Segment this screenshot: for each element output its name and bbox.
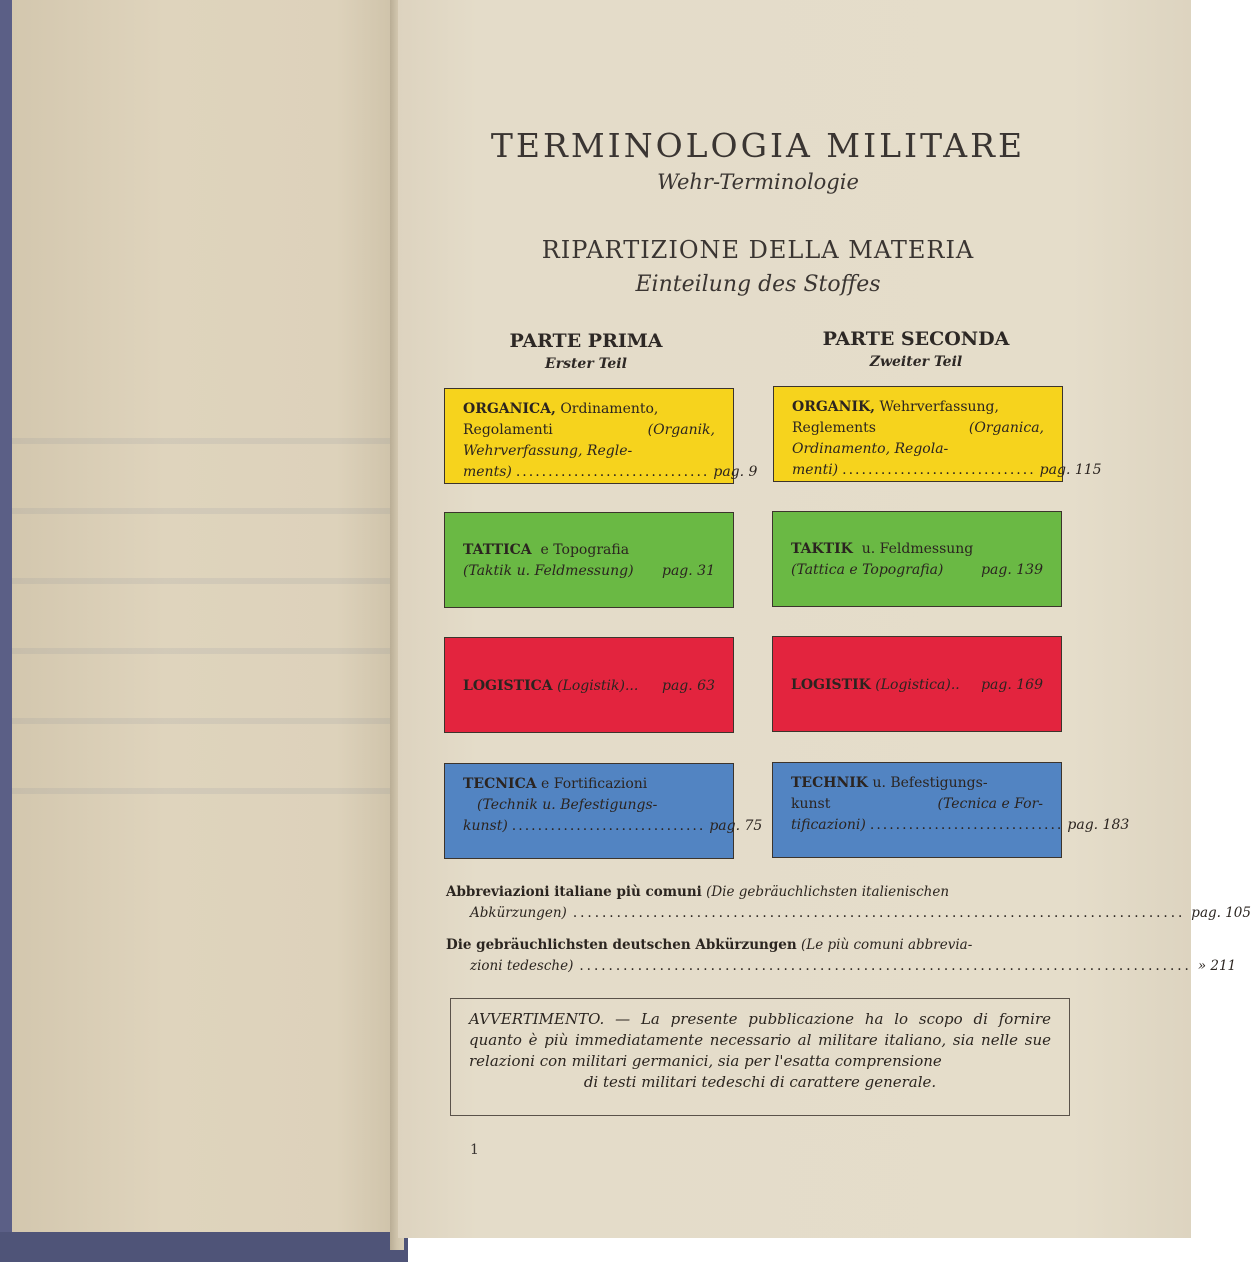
box-text: (Logistik)... (557, 677, 639, 694)
notice-text-last: di testi militari tedeschi di carattere generale. (583, 1073, 937, 1091)
abbreviations-entry-italian[interactable]: Abbreviazioni italiane più comuni (Die gebräuchlichsten italienischen Abkürzungen) .................................................................................... pag. 105 (446, 882, 1071, 924)
page-reference: pag. 63 (662, 677, 715, 694)
box-text: (Technik u. Befestigungs- (477, 797, 658, 813)
section-box-tecnica[interactable]: TECNICA e Fortificazioni (Technik u. Befestigungs- kunst) .............................. pag. 75 (444, 763, 734, 859)
box-text: (Organica, (968, 420, 1044, 436)
column-heading-first: PARTE PRIMA (509, 330, 663, 352)
entry-note: Abkürzungen) (470, 905, 567, 921)
box-text: menti) (792, 462, 839, 478)
box-text: (Logistica).. (875, 676, 960, 693)
box-text: (Tecnica e For- (937, 796, 1043, 812)
section-box-organik[interactable]: ORGANIK, Wehrverfassung, Reglements (Organica, Ordinamento, Regola- menti) .............................. pag. 115 (773, 386, 1063, 482)
box-name: TAKTIK (791, 541, 853, 557)
entry-title: Die gebräuchlichsten deutschen Abkürzungen (446, 937, 797, 953)
book-cover-bottom (0, 1232, 408, 1262)
page-reference: pag. 183 (1067, 817, 1130, 833)
box-text: Wehrverfassung, (879, 399, 999, 415)
page-subtitle: Wehr-Terminologie (657, 170, 859, 194)
box-name: TATTICA (463, 542, 532, 558)
column-subheading-first: Erster Teil (545, 356, 627, 372)
notice-box (450, 998, 1070, 1116)
box-text: kunst (791, 796, 831, 812)
page-number: 1 (470, 1142, 479, 1158)
box-text: Ordinamento, (560, 401, 659, 417)
box-text: u. Befestigungs- (872, 775, 988, 791)
page-reference: pag. 31 (662, 563, 715, 579)
column-heading-second: PARTE SECONDA (822, 328, 1010, 350)
page-reference: pag. 169 (981, 676, 1043, 693)
box-text: Ordinamento, Regola- (792, 441, 949, 457)
box-text: tificazioni) (791, 817, 866, 833)
left-page (12, 0, 394, 1240)
show-through-print (12, 400, 394, 820)
entry-note: (Die gebräuchlichsten italienischen (706, 884, 950, 900)
section-box-organica[interactable]: ORGANICA, Ordinamento, Regolamenti (Organik, Wehrverfassung, Regle- ments) .............................. pag. 9 (444, 388, 734, 484)
box-text: ments) (463, 464, 512, 480)
column-subheading-second: Zweiter Teil (869, 354, 963, 370)
box-text: kunst) (463, 818, 508, 834)
box-text: Reglements (792, 420, 876, 436)
page-reference: » 211 (1197, 958, 1237, 974)
box-text: (Tattica e Topografia) (791, 562, 944, 578)
section-subtitle: Einteilung des Stoffes (635, 272, 881, 297)
page-title: TERMINOLOGIA MILITARE (490, 126, 1026, 165)
entry-note: (Le più comuni abbrevia- (801, 937, 973, 953)
box-text: e Topografia (540, 542, 630, 558)
page-reference: pag. 9 (713, 464, 758, 480)
box-text: (Taktik u. Feldmessung) (463, 563, 634, 579)
page-reference: pag. 139 (981, 562, 1043, 578)
box-text: e Fortificazioni (541, 776, 648, 792)
page-reference: pag. 75 (709, 818, 763, 834)
box-text: Regolamenti (463, 422, 553, 438)
box-name: ORGANICA, (463, 401, 556, 417)
section-box-logistica[interactable] (444, 637, 734, 733)
box-text: (Organik, (647, 422, 715, 438)
box-text: u. Feldmessung (861, 541, 974, 557)
section-box-tattica[interactable] (444, 512, 734, 608)
page-reference: pag. 105 (1191, 905, 1251, 921)
section-box-taktik[interactable] (772, 511, 1062, 607)
notice-text: AVVERTIMENTO. — La presente pubblicazione ha lo scopo di fornire quanto è più immediatamente necessario al militare italiano, sia nelle sue relazioni con militari germanici, sia per l'esatta comprensione (469, 1010, 1051, 1070)
entry-note: zioni tedesche) (470, 958, 574, 974)
box-name: ORGANIK, (792, 399, 876, 415)
page-reference: pag. 115 (1039, 462, 1102, 478)
section-box-logistik[interactable] (772, 636, 1062, 732)
box-name: LOGISTIK (791, 676, 871, 693)
abbreviations-entry-german[interactable]: Die gebräuchlichsten deutschen Abkürzungen (Le più comuni abbrevia- zioni tedesche) .................................................................................... » 211 (446, 935, 1071, 977)
section-box-technik[interactable]: TECHNIK u. Befestigungs- kunst (Tecnica e For- tificazioni) .............................. pag. 183 (772, 762, 1062, 858)
box-name: TECNICA (463, 776, 537, 792)
box-name: LOGISTICA (463, 677, 553, 694)
right-page (398, 0, 1251, 1238)
section-title: RIPARTIZIONE DELLA MATERIA (541, 236, 975, 264)
box-text: Wehrverfassung, Regle- (463, 443, 633, 459)
box-name: TECHNIK (791, 775, 868, 791)
entry-title: Abbreviazioni italiane più comuni (446, 884, 702, 900)
